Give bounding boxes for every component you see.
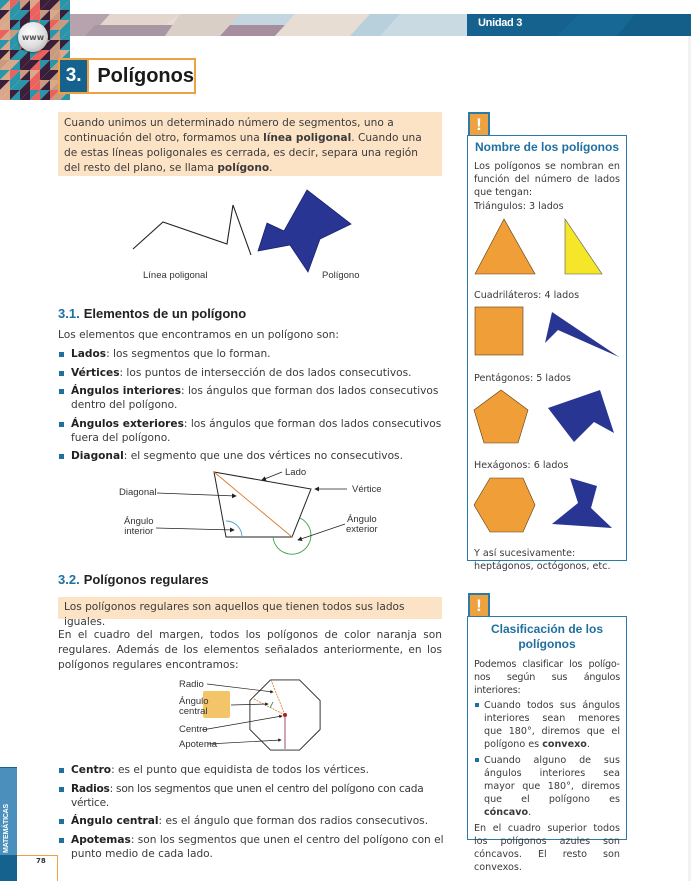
desc: : los segmentos que lo forman. xyxy=(106,348,271,360)
orange-triangle xyxy=(475,219,535,274)
classification-outro: En el cuadro superior todos los polígonos azules son cóncavos. El resto son convexos. xyxy=(474,823,620,873)
list-item xyxy=(58,347,442,361)
term: Radios xyxy=(71,782,110,795)
intro-term-polygon: polígono xyxy=(217,162,270,174)
list-item xyxy=(58,366,442,380)
subject-label: MATEMÁTICAS xyxy=(3,804,10,853)
yellow-triangle xyxy=(565,219,602,274)
desc: : los ángulos que forman dos lados consecutivos fuera del polígono. xyxy=(71,417,442,444)
list-item xyxy=(58,417,442,445)
label-lado: Lado xyxy=(285,467,307,478)
intro-text-3: . xyxy=(269,162,273,174)
orange-square xyxy=(475,307,523,355)
list-item xyxy=(58,384,442,412)
center-point xyxy=(283,713,287,717)
page-title: Polígonos xyxy=(97,65,194,87)
label-apotema: Apotema xyxy=(179,739,218,750)
list-item xyxy=(58,763,446,777)
intro-note xyxy=(58,112,442,176)
classification-box xyxy=(467,616,627,873)
term: convexo xyxy=(542,739,587,750)
intro-text-2: . Cuando una de estas líneas poligonales es cerrada, es decir, separa una región del resto del plano, se llama xyxy=(64,132,422,174)
term: Diagonal xyxy=(71,450,124,462)
group-label-hexagons: Hexágonos: 6 lados xyxy=(474,460,569,471)
text: . xyxy=(528,807,532,818)
label-polygon: Polígono xyxy=(322,270,360,281)
classification-intro: Podemos clasificar los polígonos según sus ángulos interiores: xyxy=(474,659,620,696)
term: Centro xyxy=(71,764,112,776)
central-angle-arc xyxy=(270,702,273,708)
polygon-names-intro: Los polígonos se nombran en función del número de lados que tengan: xyxy=(474,161,620,198)
label-angulo-interior xyxy=(124,517,154,537)
label-centro: Centro xyxy=(179,724,208,735)
desc: : son los segmentos que unen el centro del polígono con el punto medio de cada lado. xyxy=(71,833,444,860)
intro-term-line: línea poligonal xyxy=(263,132,352,144)
desc: : los puntos de intersección de dos lados consecutivos. xyxy=(119,366,412,379)
term: Ángulo central xyxy=(71,815,159,827)
term: cóncavo xyxy=(484,807,529,818)
info-icon: ! xyxy=(468,593,490,617)
term: Vértices xyxy=(71,366,120,379)
pentagons-figure xyxy=(474,389,622,447)
regular-definition-note: Los polígonos regulares son aquellos que tienen todos sus lados iguales. xyxy=(58,597,442,619)
www-link-icon[interactable]: www xyxy=(18,22,48,52)
label-diagonal: Diagonal xyxy=(119,487,157,498)
text: Cuando todos sus ángulos interiores sean menores que 180°, diremos que el polígono es xyxy=(484,700,620,750)
info-icon: ! xyxy=(468,112,490,136)
orange-pentagon xyxy=(474,390,528,443)
diagonal-line xyxy=(214,472,292,537)
label-line2: exterior xyxy=(346,524,378,535)
group-label-triangles: Triángulos: 3 lados xyxy=(474,201,564,212)
quadrilaterals-figure xyxy=(474,306,622,362)
label-line2: central xyxy=(179,706,208,717)
radius-2 xyxy=(252,698,285,715)
list-item xyxy=(58,833,446,861)
orange-hexagon xyxy=(474,478,535,532)
blue-concave-hexagon xyxy=(552,478,612,528)
elements-list xyxy=(58,347,442,468)
section-title-box xyxy=(58,58,196,94)
group-label-pentagons: Pentágonos: 5 lados xyxy=(474,373,571,384)
section-3-2-number: 3.2. xyxy=(58,572,80,587)
desc: : el segmento que une dos vértices no consecutivos. xyxy=(123,450,403,462)
polygon-names-title: Nombre de los polígonos xyxy=(474,140,619,154)
section-3-1-lead: Los elementos que encontramos en un polígono son: xyxy=(58,329,339,341)
list-item xyxy=(474,699,620,751)
term: Lados xyxy=(71,348,107,360)
radius-1 xyxy=(271,680,285,715)
polygon-elements-diagram xyxy=(100,460,400,560)
polygon-names-outro: Y así sucesivamente: heptágonos, octógonos, etc. xyxy=(474,548,611,572)
label-line2: interior xyxy=(124,526,154,537)
classification-list xyxy=(474,699,620,819)
term: Ángulos exteriores xyxy=(71,417,184,430)
desc: : los ángulos que forman dos lados consecutivos dentro del polígono. xyxy=(71,385,439,411)
section-3-1-number: 3.1. xyxy=(58,306,80,321)
section-3-2-paragraph: En el cuadro del margen, todos los polígonos de color naranja son regulares. Además de los elementos señalados anteriormente, en los polígonos regulares encontramos: xyxy=(58,629,442,671)
section-3-1-heading xyxy=(58,306,246,321)
desc: : son los segmentos que unen el centro del polígono con cada vértice. xyxy=(71,782,424,809)
polygon-names-box xyxy=(467,135,627,572)
section-3-1-title: Elementos de un polígono xyxy=(83,306,247,321)
page-number: 78 xyxy=(36,857,46,865)
label-line1: Ángulo xyxy=(347,514,377,525)
blue-concave-quadrilateral xyxy=(545,312,619,357)
label-polygonal-line: Línea poligonal xyxy=(143,270,208,281)
term: Apotemas xyxy=(71,833,131,846)
blue-polygon xyxy=(258,190,351,272)
polygonal-line xyxy=(133,205,251,255)
text: . xyxy=(586,739,590,750)
label-angulo-exterior xyxy=(346,515,378,535)
list-item xyxy=(58,782,446,810)
label-vertice: Vértice xyxy=(352,484,382,495)
list-item xyxy=(474,754,620,819)
label-radio: Radio xyxy=(179,679,204,690)
label-line1: Ángulo xyxy=(124,516,154,527)
classification-title: Clasificación de los polígonos xyxy=(490,622,604,651)
section-3-2-title: Polígonos regulares xyxy=(83,572,209,587)
unit-label: Unidad 3 xyxy=(478,17,523,29)
triangles-figure xyxy=(474,216,622,280)
section-number: 3. xyxy=(60,60,89,92)
term: Ángulos interiores xyxy=(71,385,182,397)
interior-angle-arc xyxy=(226,521,242,537)
text: Cuando alguno de sus ángulos interiores sea mayor que 180°, diremos que el polígono es xyxy=(484,755,620,805)
quadrilateral xyxy=(214,472,311,537)
label-line1: Ángulo xyxy=(179,696,209,707)
list-item xyxy=(58,814,446,828)
desc: : es el ángulo que forman dos radios consecutivos. xyxy=(158,815,429,827)
blue-concave-pentagon xyxy=(548,390,614,442)
label-angulo-central xyxy=(179,696,209,717)
regular-elements-list xyxy=(58,763,446,865)
intro-text-1: Cuando unimos un determinado número de segmentos, uno a continuación del otro, formamos una xyxy=(64,117,394,144)
section-3-2-heading xyxy=(58,572,209,587)
group-label-quadrilaterals: Cuadriláteros: 4 lados xyxy=(474,290,580,301)
hexagons-figure xyxy=(474,477,622,535)
page-tab xyxy=(0,855,17,881)
desc: : es el punto que equidista de todos los vértices. xyxy=(111,764,369,776)
